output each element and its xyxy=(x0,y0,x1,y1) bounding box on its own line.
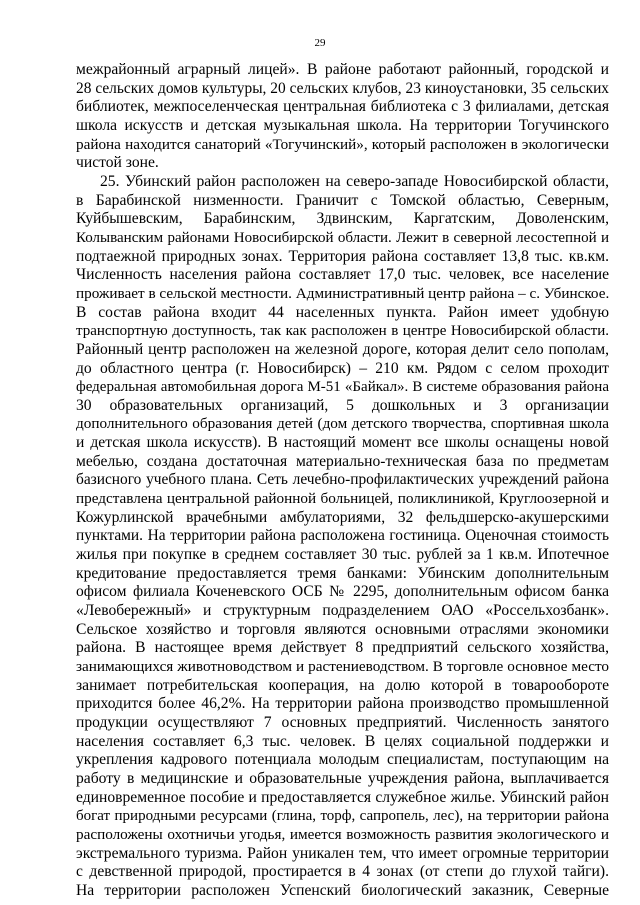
text-line: занимающихся животноводством и растениеводством. В торговле основное место xyxy=(76,658,609,675)
text-line: Сельское хозяйство и торговля являются основными отраслями экономики xyxy=(76,620,609,638)
text-line: населения составляет 6,3 тыс. человек. В целях социальной поддержки и xyxy=(76,732,609,750)
text-line: занимает потребительская кооперация, на долю которой в товарообороте xyxy=(76,676,609,694)
text-line: подтаежной природных зонах. Территория района составляет 13,8 тыс. кв.км. xyxy=(76,247,609,265)
text-line: и детская школа искусств). В настоящий момент все школы оснащены новой xyxy=(76,434,609,452)
text-line: расположены охотничьи угодья, имеется возможность развития экологического и xyxy=(76,825,609,843)
text-line: единовременное пособие и предоставляется служебное жилье. Убинский район xyxy=(76,788,609,806)
text-line: базисного учебного плана. Сеть лечебно-профилактических учреждений района xyxy=(76,471,609,489)
text-line: Районный центр расположен на железной дороге, которая делит село пополам, xyxy=(76,340,609,358)
text-line: межрайонный аграрный лицей». В районе работают районный, городской и xyxy=(76,61,609,78)
text-line: пунктами. На территории района расположена гостиница. Оценочная стоимость xyxy=(76,527,609,545)
text-line: чистой зоне. xyxy=(76,154,159,172)
text-line: Численность населения района составляет 17,0 тыс. человек, все население xyxy=(76,266,609,284)
body-text xyxy=(76,61,609,901)
text-line: богат природными ресурсами (глина, торф, сапропель, лес), на территории района xyxy=(76,808,609,825)
text-line: в Барабинской низменности. Граничит с Томской областью, Северным, xyxy=(76,191,609,209)
text-line: Кожурлинской врачебными амбулаториями, 32 фельдшерско-акушерскими xyxy=(76,508,609,526)
text-line: жилья при покупке в среднем составляет 30 тыс. рублей за 1 кв.м. Ипотечное xyxy=(76,546,609,564)
text-line: приходится более 46,2%. На территории района производство промышленной xyxy=(76,695,609,713)
text-line: школа искусств и детская музыкальная школа. На территории Тогучинского xyxy=(76,116,609,134)
text-line: продукции осуществляют 7 основных предприятий. Численность занятого xyxy=(76,713,609,731)
text-line: федеральная автомобильная дорога М-51 «Байкал». В системе образования района xyxy=(76,379,609,396)
text-line: На территории расположен Успенский биологический заказник, Северные xyxy=(76,881,609,899)
text-line: укрепления кадрового потенциала молодым специалистам, поступающим на xyxy=(76,751,609,769)
text-line: дополнительного образования детей (дом детского творчества, спортивная школа xyxy=(76,415,609,433)
text-line: Куйбышевским, Барабинским, Здвинским, Каргатским, Доволенским, xyxy=(76,210,609,228)
text-line: В состав района входит 44 населенных пункта. Район имеет удобную xyxy=(76,303,609,321)
text-line: работу в медицинские и образовательные учреждения района, выплачивается xyxy=(76,769,609,787)
text-line: 25. Убинский район расположен на северо-западе Новосибирской области, xyxy=(100,172,609,190)
text-line: до областного центра (г. Новосибирск) – 210 км. Рядом с селом проходит xyxy=(76,359,609,377)
text-line: транспортную доступность, так как расположен в центре Новосибирской области. xyxy=(76,323,609,340)
text-line: с девственной природой, простирается в 4 зонах (от степи до глухой тайги). xyxy=(76,863,609,881)
text-line: проживает в сельской местности. Административный центр района – с. Убинское. xyxy=(76,284,609,302)
text-line: Колыванским районами Новосибирской области. Лежит в северной лесостепной и xyxy=(76,229,609,246)
text-line: 28 сельских домов культуры, 20 сельских клубов, 23 киноустановки, 35 сельских xyxy=(76,79,609,97)
text-line: района находится санаторий «Тогучинский», который расположен в экологически xyxy=(76,135,609,153)
text-line: экстремального туризма. Район уникален тем, что имеет огромные территории xyxy=(76,844,609,862)
text-line: района. В настоящее время действует 8 предприятий сельского хозяйства, xyxy=(76,639,609,657)
text-line: мебелью, создана достаточная материально-техническая база по предметам xyxy=(76,452,609,470)
text-line: представлена центральной районной больницей, поликлиникой, Круглоозерной и xyxy=(76,490,609,508)
text-line: офисом филиала Коченевского ОСБ № 2295, дополнительным офисом банка xyxy=(76,583,609,601)
text-line: кредитование предоставляется тремя банками: Убинским дополнительным xyxy=(76,564,609,582)
text-line: «Левобережный» и структурным подразделением ОАО «Россельхозбанк». xyxy=(76,602,609,620)
page-number: 29 xyxy=(314,37,326,49)
text-line: библиотек, межпоселенческая центральная библиотека с 3 филиалами, детская xyxy=(76,98,609,116)
text-line: 30 образовательных организаций, 5 дошкольных и 3 организации xyxy=(76,396,609,414)
